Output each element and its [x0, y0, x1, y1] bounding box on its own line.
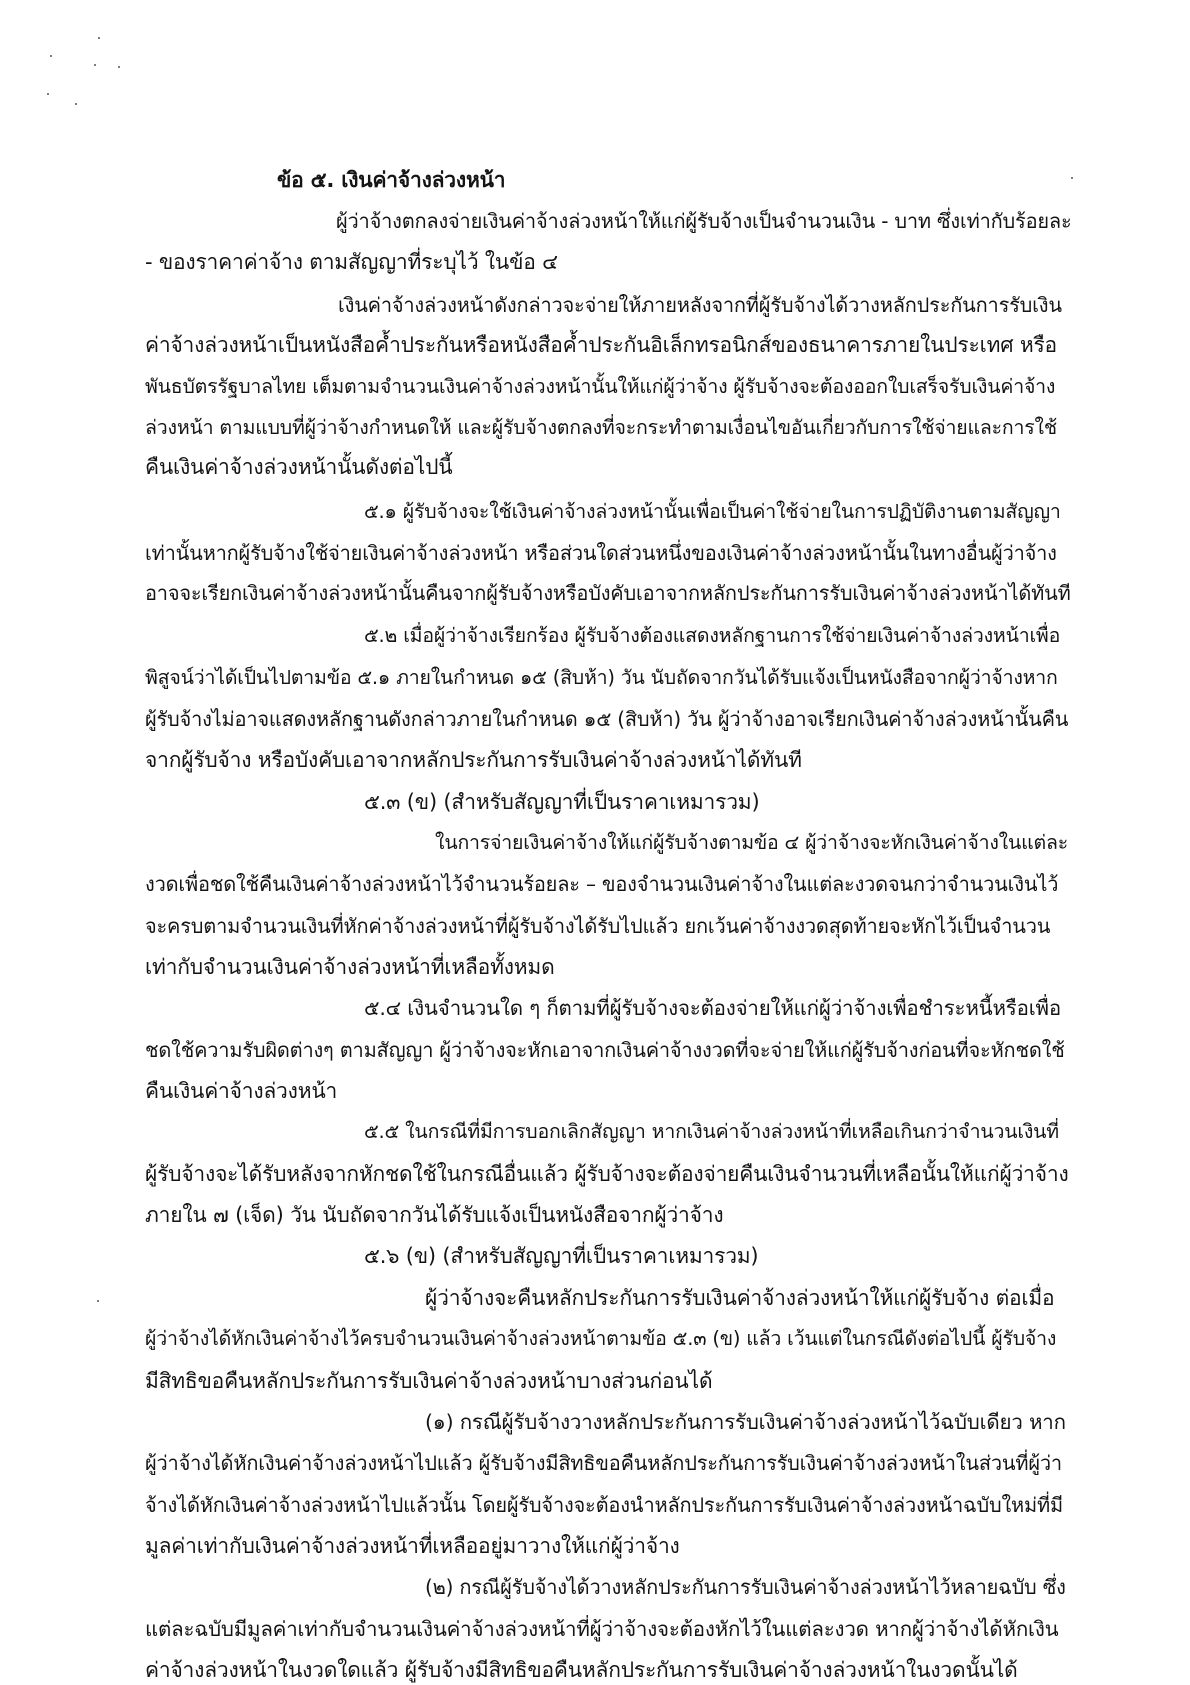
text-line: ๕.๖ (ข) (สำหรับสัญญาที่เป็นราคาเหมารวม) [364, 1244, 759, 1268]
scan-speck [50, 55, 52, 57]
text-line: ชดใช้ความรับผิดต่างๆ ตามสัญญา ผู้ว่าจ้างจะหักเอาจากเงินค่าจ้างงวดที่จะจ่ายให้แก่ผู้รับจ้างก่อนที่จะหักชดใช้ [145, 1038, 1065, 1062]
text-line: ๕.๑ ผู้รับจ้างจะใช้เงินค่าจ้างล่วงหน้านั้นเพื่อเป็นค่าใช้จ่ายในการปฏิบัติงานตามสัญญา [364, 500, 1061, 523]
text-line: งวดเพื่อชดใช้คืนเงินค่าจ้างล่วงหน้าไว้จำนวนร้อยละ – ของจำนวนเงินค่าจ้างในแต่ละงวดจนกว่าจำนวนเงินไว้ [145, 872, 1059, 896]
text-line: (๒) กรณีผู้รับจ้างได้วางหลักประกันการรับเงินค่าจ้างล่วงหน้าไว้หลายฉบับ ซึ่ง [425, 1575, 1066, 1599]
scan-speck [47, 93, 49, 95]
text-line: ผู้ว่าจ้างได้หักเงินค่าจ้างล่วงหน้าไปแล้ว ผู้รับจ้างมีสิทธิขอคืนหลักประกันการรับเงินค่าจ้างล่วงหน้าในส่วนที่ผู้ว่า [145, 1451, 1062, 1475]
text-line: เท่ากับจำนวนเงินค่าจ้างล่วงหน้าที่เหลือทั้งหมด [145, 955, 555, 979]
text-line: จากผู้รับจ้าง หรือบังคับเอาจากหลักประกันการรับเงินค่าจ้างล่วงหน้าได้ทันที [145, 748, 802, 772]
section-heading: ข้อ ๕. เงินค่าจ้างล่วงหน้า [277, 168, 506, 192]
text-line: คืนเงินค่าจ้างล่วงหน้านั้นดังต่อไปนี้ [145, 455, 453, 479]
text-line: (๑) กรณีผู้รับจ้างวางหลักประกันการรับเงินค่าจ้างล่วงหน้าไว้ฉบับเดียว หาก [425, 1410, 1066, 1434]
text-line: ๕.๕ ในกรณีที่มีการบอกเลิกสัญญา หากเงินค่าจ้างล่วงหน้าที่เหลือเกินกว่าจำนวนเงินที่ [364, 1120, 1059, 1143]
text-line: ผู้รับจ้างจะได้รับหลังจากหักชดใช้ในกรณีอื่นแล้ว ผู้รับจ้างจะต้องจ่ายคืนเงินจำนวนที่เหลือนั้นให้แก่ผู้ว่าจ้าง [145, 1162, 1069, 1186]
text-line: มีสิทธิขอคืนหลักประกันการรับเงินค่าจ้างล่วงหน้าบางส่วนก่อนได้ [145, 1369, 713, 1393]
text-line: ในการจ่ายเงินค่าจ้างให้แก่ผู้รับจ้างตามข้อ ๔ ผู้ว่าจ้างจะหักเงินค่าจ้างในแต่ละ [435, 831, 1068, 854]
text-line: มูลค่าเท่ากับเงินค่าจ้างล่วงหน้าที่เหลืออยู่มาวางให้แก่ผู้ว่าจ้าง [145, 1534, 680, 1558]
scan-speck [97, 1300, 99, 1302]
text-line: ผู้ว่าจ้างจะคืนหลักประกันการรับเงินค่าจ้างล่วงหน้าให้แก่ผู้รับจ้าง ต่อเมื่อ [425, 1286, 1055, 1310]
text-line: ๕.๔ เงินจำนวนใด ๆ ก็ตามที่ผู้รับจ้างจะต้องจ่ายให้แก่ผู้ว่าจ้างเพื่อชำระหนี้หรือเพื่อ [364, 996, 1061, 1020]
text-line: - ของราคาค่าจ้าง ตามสัญญาที่ระบุไว้ ในข้อ ๔ [145, 250, 558, 274]
text-line: ภายใน ๗ (เจ็ด) วัน นับถัดจากวันได้รับแจ้งเป็นหนังสือจากผู้ว่าจ้าง [145, 1203, 724, 1227]
text-line: จ้างได้หักเงินค่าจ้างล่วงหน้าไปแล้วนั้น โดยผู้รับจ้างจะต้องนำหลักประกันการรับเงินค่าจ้างล่วงหน้าฉบับใหม่ที่มี [145, 1493, 1063, 1517]
text-line: เงินค่าจ้างล่วงหน้าดังกล่าวจะจ่ายให้ภายหลังจากที่ผู้รับจ้างได้วางหลักประกันการรับเงิน [338, 293, 1062, 317]
text-line: พันธบัตรรัฐบาลไทย เต็มตามจำนวนเงินค่าจ้างล่วงหน้านั้นให้แก่ผู้ว่าจ้าง ผู้รับจ้างจะต้องออกใบเสร็จรับเงินค่าจ้าง [145, 375, 1056, 398]
scan-speck [98, 37, 100, 39]
text-line: ล่วงหน้า ตามแบบที่ผู้ว่าจ้างกำหนดให้ และผู้รับจ้างตกลงที่จะกระทำตามเงื่อนไขอันเกี่ยวกับการใช้จ่ายและการใช้ [145, 416, 1057, 439]
text-line: ผู้ว่าจ้างได้หักเงินค่าจ้างไว้ครบจำนวนเงินค่าจ้างล่วงหน้าตามข้อ ๕.๓ (ข) แล้ว เว้นแต่ในกรณีดังต่อไปนี้ ผู้รับจ้าง [145, 1327, 1057, 1350]
scan-speck [118, 66, 120, 68]
text-line: ค่าจ้างล่วงหน้าในงวดใดแล้ว ผู้รับจ้างมีสิทธิขอคืนหลักประกันการรับเงินค่าจ้างล่วงหน้าในงวดนั้นได้ [145, 1658, 1018, 1682]
text-line: ๕.๓ (ข) (สำหรับสัญญาที่เป็นราคาเหมารวม) [364, 790, 760, 814]
text-line: ค่าจ้างล่วงหน้าเป็นหนังสือค้ำประกันหรือหนังสือค้ำประกันอิเล็กทรอนิกส์ของธนาคารภายในประเทศ หรือ [145, 333, 1057, 357]
text-line: จะครบตามจำนวนเงินที่หักค่าจ้างล่วงหน้าที่ผู้รับจ้างได้รับไปแล้ว ยกเว้นค่าจ้างงวดสุดท้ายจะหักไว้เป็นจำนวน [145, 914, 1051, 938]
scan-speck [75, 103, 77, 105]
text-line: คืนเงินค่าจ้างล่วงหน้า [145, 1079, 338, 1103]
text-line: ผู้ว่าจ้างตกลงจ่ายเงินค่าจ้างล่วงหน้าให้แก่ผู้รับจ้างเป็นจำนวนเงิน - บาท ซึ่งเท่ากับร้อยละ [336, 209, 1072, 233]
text-line: พิสูจน์ว่าได้เป็นไปตามข้อ ๕.๑ ภายในกำหนด ๑๕ (สิบห้า) วัน นับถัดจากวันได้รับแจ้งเป็นหนังสือจากผู้ว่าจ้างหาก [145, 666, 1058, 689]
text-line: ๕.๒ เมื่อผู้ว่าจ้างเรียกร้อง ผู้รับจ้างต้องแสดงหลักฐานการใช้จ่ายเงินค่าจ้างล่วงหน้าเพื่อ [364, 624, 1061, 647]
text-line: อาจจะเรียกเงินค่าจ้างล่วงหน้านั้นคืนจากผู้รับจ้างหรือบังคับเอาจากหลักประกันการรับเงินค่าจ้างล่วงหน้าได้ทันที [145, 581, 1071, 605]
text-line: เท่านั้นหากผู้รับจ้างใช้จ่ายเงินค่าจ้างล่วงหน้า หรือส่วนใดส่วนหนึ่งของเงินค่าจ้างล่วงหน้านั้นในทางอื่นผู้ว่าจ้าง [145, 541, 1057, 565]
scan-speck [94, 64, 96, 66]
text-line: ผู้รับจ้างไม่อาจแสดงหลักฐานดังกล่าวภายในกำหนด ๑๕ (สิบห้า) วัน ผู้ว่าจ้างอาจเรียกเงินค่าจ้างล่วงหน้านั้นคืน [145, 707, 1069, 731]
text-line: แต่ละฉบับมีมูลค่าเท่ากับจำนวนเงินค่าจ้างล่วงหน้าที่ผู้ว่าจ้างจะต้องหักไว้ในแต่ละงวด หากผู้ว่าจ้างได้หักเงิน [145, 1617, 1059, 1641]
scan-speck [1071, 177, 1073, 179]
